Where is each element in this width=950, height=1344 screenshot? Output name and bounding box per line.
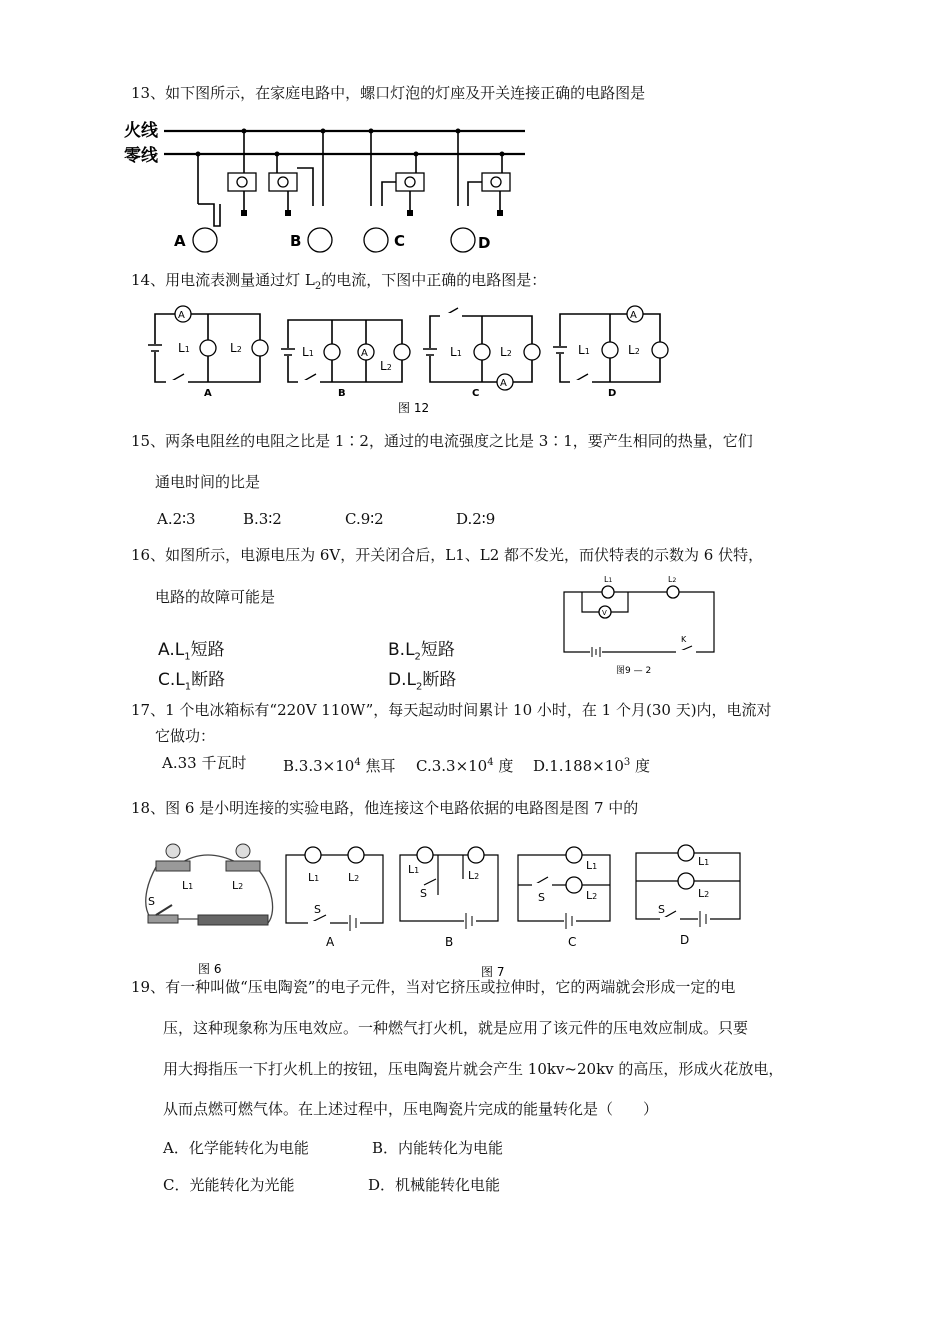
q16-option-c: $C.L_1$断路	[158, 670, 226, 693]
q14-stem-sub: 2	[314, 281, 322, 292]
svg-text:L1: L1	[604, 575, 613, 584]
q18-circuit-b	[400, 847, 498, 949]
svg-text:L2: L2	[348, 871, 360, 884]
q18-figure	[138, 835, 748, 983]
q13-stem: 13、如下图所示，在家庭电路中，螺口灯泡的灯座及开关连接正确的电路图是	[131, 84, 646, 102]
svg-text:L1: L1	[450, 345, 462, 359]
q14-stem	[131, 270, 546, 297]
svg-text:L1: L1	[182, 879, 194, 892]
q19-line3: 用大拇指压一下打火机上的按钮，压电陶瓷片就会产生 10kv~20kv 的高压，形成火花放电，	[163, 1060, 784, 1078]
svg-text:L2: L2	[468, 869, 480, 882]
q19-line4: 从而点燃可燃气体。在上述过程中，压电陶瓷片完成的能量转化是（ ）	[163, 1100, 659, 1118]
svg-text:V: V	[602, 609, 607, 617]
q19-option-a: A．化学能转化为电能	[163, 1139, 309, 1157]
q18-circuit-a	[286, 847, 383, 949]
q19-option-d: D．机械能转化电能	[368, 1176, 501, 1194]
svg-text:S: S	[148, 895, 155, 908]
q13-label-b: B	[290, 232, 302, 250]
q14-fig-caption: 图 12	[398, 401, 430, 415]
svg-text:S: S	[314, 903, 321, 916]
q16-option-d: $D.L_2$断路	[388, 670, 457, 693]
q19-option-c: C．光能转化为光能	[163, 1176, 295, 1194]
q15-option-d: D.2∶9	[456, 510, 496, 528]
q18-fig6-caption: 图 6	[198, 962, 222, 976]
q17-option-d: $D.1.188\times 10^3$ 度	[533, 757, 651, 775]
q18-fig6-circuit	[146, 844, 273, 925]
q18-label-d: D	[680, 933, 690, 947]
q14-circuit-b	[281, 320, 410, 399]
svg-text:A: A	[500, 378, 507, 389]
svg-text:L1: L1	[586, 859, 598, 872]
q13-neutral-line-label: 零线	[124, 146, 158, 166]
q14-figure	[140, 300, 680, 418]
svg-text:L2: L2	[698, 887, 710, 900]
svg-text:A: A	[630, 310, 637, 321]
q14-circuit-a	[148, 306, 268, 399]
q17-option-b: $B.3.3\times 10^4$ 焦耳	[283, 757, 396, 775]
q14-circuit-d	[553, 306, 668, 399]
q15-line2: 通电时间的比是	[155, 473, 261, 491]
svg-text:S: S	[538, 891, 545, 904]
q16-option-b: $B.L_2$短路	[388, 640, 455, 663]
q18-circuit-d	[636, 845, 740, 947]
q19-option-b: B．内能转化为电能	[372, 1139, 504, 1157]
svg-text:K: K	[681, 635, 687, 644]
svg-text:S: S	[658, 903, 665, 916]
svg-text:L1: L1	[578, 343, 590, 357]
q15-option-c: C.9∶2	[345, 510, 384, 528]
svg-text:A: A	[361, 348, 368, 359]
q18-label-c: C	[568, 935, 577, 949]
q15-line1: 15、两条电阻丝的电阻之比是 1∶2，通过的电流强度之比是 3∶1，要产生相同的热量，它们	[131, 432, 753, 450]
q15-option-b: B.3∶2	[243, 510, 282, 528]
q16-option-a: $A.L_1$短路	[158, 640, 225, 663]
svg-text:L1: L1	[178, 341, 190, 355]
q17-line2: 它做功：	[155, 727, 216, 745]
q13-label-a: A	[174, 232, 186, 250]
q19-line1: 19、有一种叫做“压电陶瓷”的电子元件，当对它挤压或拉伸时，它的两端就会形成一定的电	[131, 978, 736, 996]
svg-text:L1: L1	[308, 871, 320, 884]
svg-text:L2: L2	[232, 879, 244, 892]
svg-text:L1: L1	[302, 345, 314, 359]
q17-option-c: $C.3.3\times 10^4$ 度	[416, 757, 514, 775]
q14-label-b: B	[338, 388, 346, 399]
q14-label-c: C	[472, 388, 480, 399]
q16-fig-caption: 图9 — 2	[616, 666, 652, 676]
svg-text:S: S	[420, 887, 427, 900]
q14-circuit-c	[423, 308, 540, 399]
q18-label-a: A	[326, 935, 335, 949]
q16-line2: 电路的故障可能是	[155, 588, 276, 606]
svg-text:L2: L2	[500, 345, 512, 359]
q17-option-a: A.33 千瓦时	[162, 754, 247, 772]
q16-line1: 16、如图所示，电源电压为 6V，开关闭合后，L1、L2 都不发光，而伏特表的示数为 6 伏特，	[131, 546, 764, 564]
svg-text:L1: L1	[698, 855, 710, 868]
q14-label-d: D	[608, 388, 617, 399]
q15-option-a: A.2∶3	[157, 510, 196, 528]
q14-label-a: A	[204, 388, 212, 399]
svg-text:L2: L2	[586, 889, 598, 902]
svg-text:L2: L2	[628, 343, 640, 357]
svg-text:A: A	[178, 310, 185, 321]
q13-label-d: D	[478, 234, 491, 252]
q13-figure	[120, 118, 530, 258]
q18-stem: 18、图 6 是小明连接的实验电路，他连接这个电路依据的电路图是图 7 中的	[131, 799, 639, 817]
q13-fire-line-label: 火线	[124, 121, 158, 141]
q16-figure	[560, 572, 720, 682]
q17-line1: 17、1 个电冰箱标有“220V 110W”，每天起动时间累计 10 小时，在 1 个月(30 天)内，电流对	[131, 701, 772, 719]
q18-fig7-caption: 图 7	[481, 965, 505, 979]
q13-label-c: C	[394, 232, 406, 250]
svg-text:L2: L2	[668, 575, 677, 584]
q19-line2: 压，这种现象称为压电效应。一种燃气打火机，就是应用了该元件的压电效应制成。只要	[163, 1019, 749, 1037]
q18-circuit-c	[518, 847, 610, 949]
q14-stem-pre: 14、用电流表测量通过灯 L	[131, 271, 315, 289]
svg-text:L2: L2	[230, 341, 242, 355]
q18-label-b: B	[445, 935, 454, 949]
svg-text:L1: L1	[408, 863, 420, 876]
svg-text:L2: L2	[380, 359, 392, 373]
q14-stem-post: 的电流，下图中正确的电路图是：	[321, 271, 547, 289]
